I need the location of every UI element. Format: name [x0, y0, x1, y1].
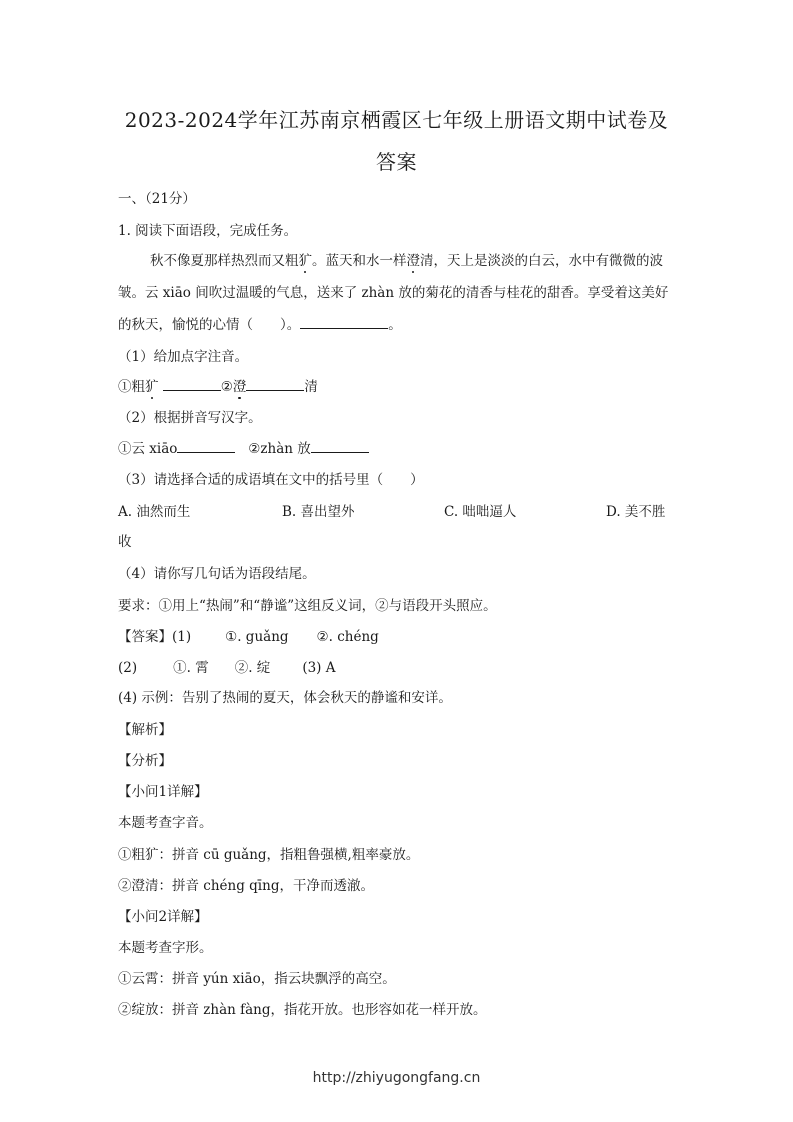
sub-answer-1-b: ②澄清：拼音 chéng qīng，干净而透澈。	[118, 878, 374, 894]
sub-question-1-items	[118, 375, 318, 395]
sub-question-4: （4）请你写几句话为语段结尾。	[118, 566, 316, 582]
passage-text: 的秋天，愉悦的心情（ ）。	[118, 317, 301, 333]
dotted-char: 犷	[299, 249, 313, 269]
answer-text: ②. chéng	[316, 629, 379, 645]
sub-question-2-items	[118, 437, 369, 457]
sub-answer-2-intro: 本题考查字形。	[118, 940, 213, 956]
passage-text: 。	[388, 317, 402, 333]
answer-blank[interactable]	[177, 440, 235, 453]
sub-question-1: （1）给加点字注音。	[118, 349, 249, 365]
passage-line-3	[118, 313, 402, 333]
answer-blank[interactable]	[311, 440, 369, 453]
footer-url[interactable]: http://zhiyugongfang.cn	[312, 1070, 481, 1086]
answer-line-1	[118, 625, 379, 645]
analysis-heading: 【解析】	[118, 722, 172, 738]
dotted-char: 澄	[233, 375, 247, 395]
option-a[interactable]: A. 油然而生	[118, 504, 191, 520]
passage-text: 。蓝天和水一样	[312, 253, 407, 269]
option-b[interactable]: B. 喜出望外	[282, 504, 355, 520]
page-title-line1: 2023-2024学年江苏南京栖霞区七年级上册语文期中试卷及	[124, 108, 669, 132]
sub-answer-2-a: ①云霄：拼音 yún xiāo，指云块飘浮的高空。	[118, 971, 396, 987]
passage-text: 清，天上是淡淡的白云，水中有微微的波	[420, 253, 663, 269]
option-d-wrap: 收	[118, 534, 132, 550]
page-title-line2: 答案	[376, 150, 417, 174]
option-c[interactable]: C. 咄咄逼人	[444, 504, 517, 520]
question-stem: 1. 阅读下面语段，完成任务。	[118, 223, 298, 239]
option-d[interactable]: D. 美不胜	[606, 504, 666, 520]
answer-text: (1)	[172, 629, 192, 645]
passage-line-2: 皱。云 xiāo 间吹过温暖的气息，送来了 zhàn 放的菊花的清香与桂花的甜香。享受着这美好	[118, 285, 669, 301]
answer-blank[interactable]	[300, 316, 388, 329]
passage-line-1	[150, 249, 663, 269]
answer-blank[interactable]	[246, 378, 304, 391]
sub-question-2: （2）根据拼音写汉字。	[118, 410, 262, 426]
fenxi-heading: 【分析】	[118, 753, 172, 769]
sub-answer-1-intro: 本题考查字音。	[118, 815, 213, 831]
sub-question-3: （3）请选择合适的成语填在文中的括号里（ ）	[118, 472, 424, 488]
answer-text: ①. guǎng	[225, 629, 289, 645]
answer-tag: 【答案】	[118, 629, 172, 645]
item-text: ②	[220, 379, 233, 395]
item-text: ②zhàn 放	[248, 441, 311, 457]
answer-line-3: (4) 示例：告别了热闹的夏天，体会秋天的静谧和安详。	[118, 690, 452, 706]
item-text: ①粗	[118, 379, 145, 395]
dotted-char: 犷	[145, 375, 159, 395]
section-heading: 一、（21分）	[118, 191, 196, 207]
sub-answer-2-heading: 【小问2详解】	[118, 909, 208, 925]
answer-text: ①. 霄	[173, 660, 209, 676]
answer-text: (3) A	[302, 660, 336, 676]
answer-blank[interactable]	[163, 378, 221, 391]
sub-answer-1-a: ①粗犷：拼音 cū guǎng，指粗鲁强横,粗率豪放。	[118, 847, 420, 863]
sub-answer-1-heading: 【小问1详解】	[118, 784, 208, 800]
dotted-char: 澄	[407, 249, 421, 269]
answer-line-2	[118, 656, 335, 676]
item-text: 清	[304, 379, 318, 395]
answer-text: (2)	[118, 660, 138, 676]
answer-text: ②. 绽	[234, 660, 271, 676]
item-text: ①云 xiāo	[118, 441, 178, 457]
passage-text: 秋不像夏那样热烈而又粗	[150, 253, 299, 269]
requirement: 要求：①用上“热闹”和“静谧”这组反义词，②与语段开头照应。	[118, 598, 497, 614]
sub-answer-2-b: ②绽放：拼音 zhàn fàng，指花开放。也形容如花一样开放。	[118, 1002, 487, 1018]
